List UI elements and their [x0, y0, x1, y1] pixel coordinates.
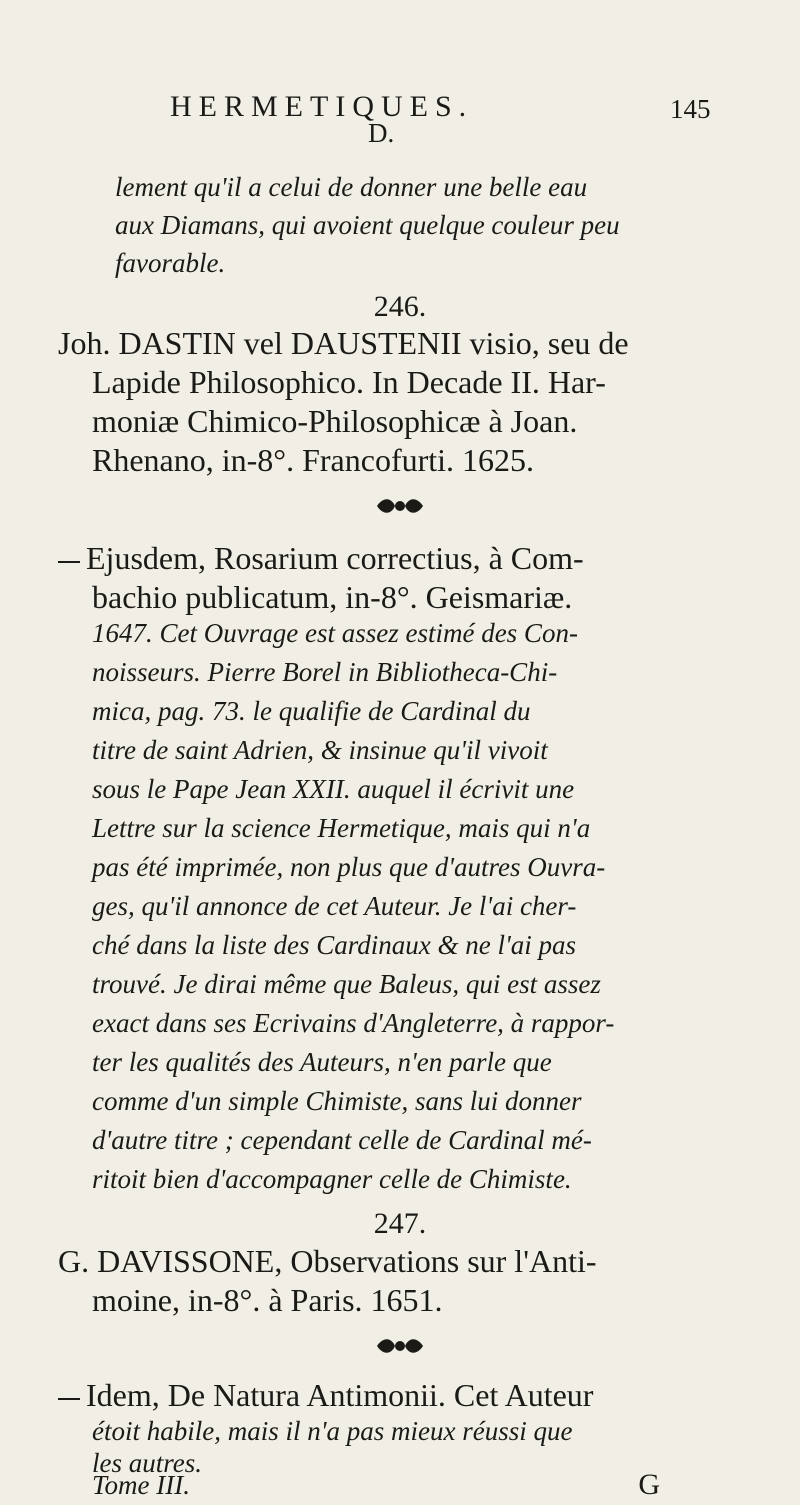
entry-subline: trouvé. Je dirai même que Baleus, qui est assez	[92, 969, 601, 999]
intro-line: favorable.	[115, 248, 226, 278]
entry-subline: bachio publicatum, in-8°. Geismariæ.	[92, 579, 573, 615]
entry-subline-text: Ejusdem, Rosarium correctius, à Com-	[86, 540, 584, 576]
ornament	[0, 1335, 800, 1362]
entry-subline	[58, 540, 584, 577]
header-signature: D.	[368, 118, 395, 148]
entry-line: Lapide Philosophico. In Decade II. Har-	[92, 364, 606, 400]
page-number: 145	[670, 94, 711, 124]
dash-mark	[58, 561, 80, 563]
volume-label: Tome III.	[92, 1470, 190, 1500]
entry-subline: étoit habile, mais il n'a pas mieux réussi que	[92, 1416, 573, 1446]
entry-subline: 1647. Cet Ouvrage est assez estimé des Con-	[92, 618, 578, 648]
entry-line: moine, in-8°. à Paris. 1651.	[92, 1282, 443, 1318]
dash-mark	[58, 1398, 80, 1400]
entry-subline: d'autre titre ; cependant celle de Cardinal mé-	[92, 1125, 592, 1155]
intro-line: aux Diamans, qui avoient quelque couleur peu	[115, 210, 620, 240]
running-title: HERMETIQUES.	[170, 90, 474, 123]
footer-signature: G	[638, 1468, 660, 1501]
entry-subline: ritoit bien d'accompagner celle de Chimiste.	[92, 1164, 572, 1194]
entry-subline: ché dans la liste des Cardinaux & ne l'ai pas	[92, 930, 576, 960]
entry-subline: ges, qu'il annonce de cet Auteur. Je l'ai cher-	[92, 891, 577, 921]
entry-number: 246.	[373, 290, 427, 323]
entry-subline: mica, pag. 73. le qualifie de Cardinal du	[92, 696, 531, 726]
entry-subline: sous le Pape Jean XXII. auquel il écrivit une	[92, 774, 575, 804]
entry-line	[58, 325, 629, 362]
entry-line: moniæ Chimico-Philosophicæ à Joan.	[92, 403, 578, 439]
entry-subline-text: Idem, De Natura Antimonii. Cet Auteur	[86, 1377, 594, 1413]
intro-line: lement qu'il a celui de donner une belle eau	[115, 172, 588, 202]
entry-line: G. DAVISSONE, Observations sur l'Anti-	[58, 1243, 597, 1279]
fleuron-ornament-icon	[373, 495, 427, 517]
fleuron-ornament-icon	[373, 1335, 427, 1357]
page-header	[0, 90, 800, 150]
entry-subline: ter les qualités des Auteurs, n'en parle que	[92, 1047, 552, 1077]
entry-subline: titre de saint Adrien, & insinue qu'il vivoit	[92, 735, 548, 765]
entry-subline: noisseurs. Pierre Borel in Bibliotheca-Chi-	[92, 657, 558, 687]
entry-subline: exact dans ses Ecrivains d'Angleterre, à rappor-	[92, 1008, 615, 1038]
ornament	[0, 495, 800, 522]
entry-line: Rhenano, in-8°. Francofurti. 1625.	[92, 442, 535, 478]
entry-subline: les autres.	[92, 1448, 202, 1478]
entry-line-text: Joh. DASTIN vel DAUSTENII visio, seu de	[58, 325, 629, 361]
entry-subline: comme d'un simple Chimiste, sans lui donner	[92, 1086, 582, 1116]
entry-subline	[58, 1377, 593, 1414]
entry-subline: Lettre sur la science Hermetique, mais qui n'a	[92, 813, 591, 843]
entry-subline: pas été imprimée, non plus que d'autres Ouvra-	[92, 852, 606, 882]
entry-number: 247.	[373, 1207, 427, 1240]
